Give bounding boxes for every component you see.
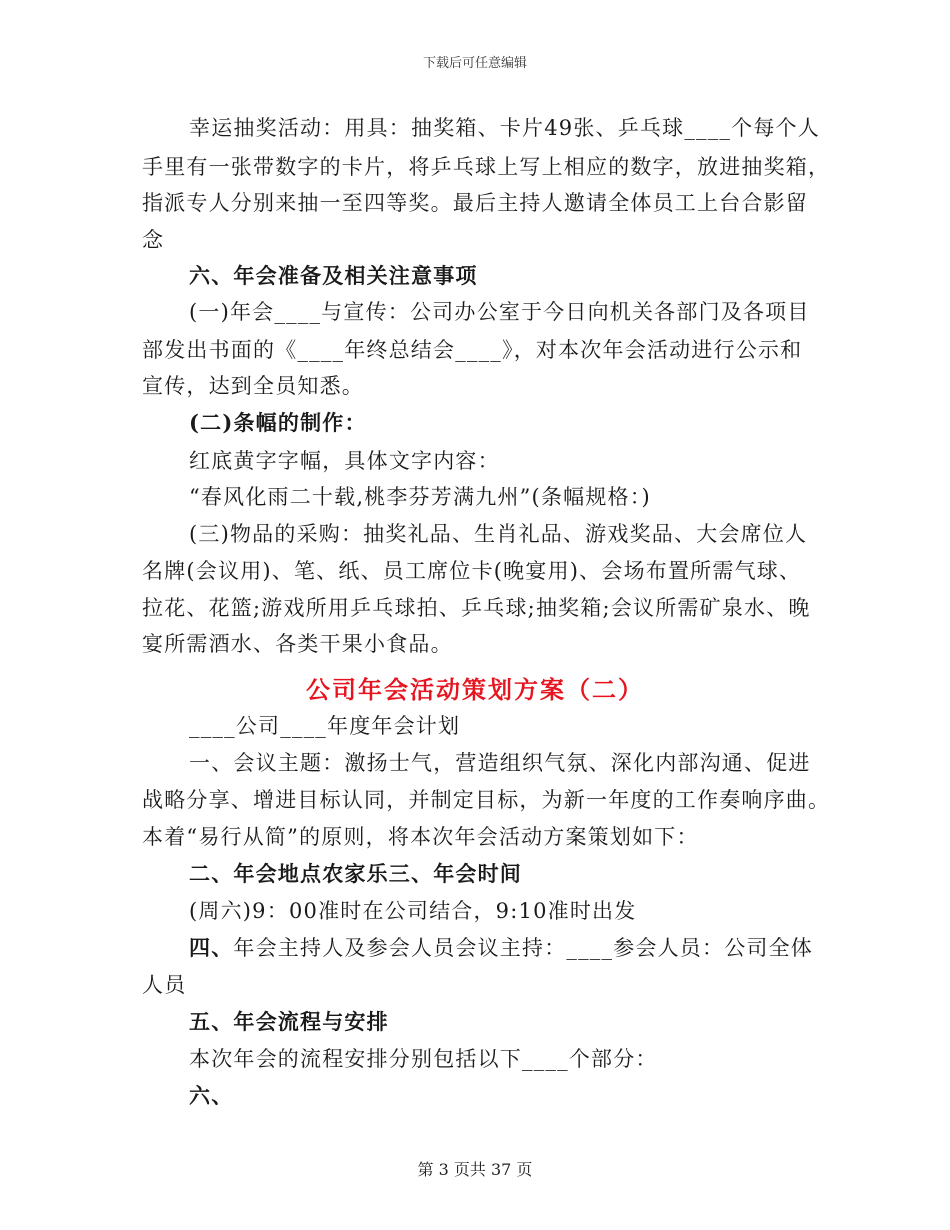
paragraph-line: (周六)9：00准时在公司结合，9:10准时出发 xyxy=(189,899,637,923)
paragraph-line: 战略分享、增进目标认同，并制定目标，为新一年度的工作奏响序曲。 xyxy=(142,788,831,812)
paragraph-line: 名牌(会议用)、笔、纸、员工席位卡(晚宴用)、会场布置所需气球、 xyxy=(142,559,802,583)
paragraph-line: 指派专人分别来抽一至四等奖。最后主持人邀请全体员工上台合影留 xyxy=(142,191,808,215)
paragraph-line: 人员 xyxy=(142,973,187,997)
paragraph-line: 红底黄字字幅，具体文字内容： xyxy=(189,449,500,473)
paragraph-line: 本着“易行从简”的原则，将本次年会活动方案策划如下： xyxy=(142,825,699,849)
paragraph-line: 念 xyxy=(142,228,165,252)
paragraph-line: 本次年会的流程安排分别包括以下____个部分： xyxy=(189,1047,658,1071)
section-heading: 五、年会流程与安排 xyxy=(189,1009,389,1034)
paragraph-line: 宴所需酒水、各类干果小食品。 xyxy=(142,632,453,656)
paragraph-line: 幸运抽奖活动：用具：抽奖箱、卡片49张、乒乓球____个每个人 xyxy=(189,116,820,140)
paragraph-line: (三)物品的采购：抽奖礼品、生肖礼品、游戏奖品、大会席位人 xyxy=(189,522,808,546)
subsection-heading: (二)条幅的制作： xyxy=(189,410,367,435)
paragraph-line: 拉花、花篮;游戏所用乒乓球拍、乒乓球;抽奖箱;会议所需矿泉水、晚 xyxy=(142,596,811,620)
paragraph-line: “春风化雨二十载,桃李芬芳满九州”(条幅规格：) xyxy=(189,485,651,509)
section-heading: 六、 xyxy=(189,1083,234,1108)
paragraph-line: 宣传，达到全员知悉。 xyxy=(142,374,364,398)
section-heading: 六、年会准备及相关注意事项 xyxy=(189,263,478,288)
section-heading: 二、年会地点农家乐三、年会时间 xyxy=(189,861,522,886)
section-title: 公司年会活动策划方案（二） xyxy=(306,675,644,704)
paragraph-line: ____公司____年度年会计划 xyxy=(189,714,461,738)
paragraph-line: (一)年会____与宣传：公司办公室于今日向机关各部门及各项目 xyxy=(189,300,810,324)
paragraph-line: 手里有一张带数字的卡片，将乒乓球上写上相应的数字，放进抽奖箱， xyxy=(142,155,831,179)
paragraph-line: 一、会议主题：激扬士气，营造组织气氛、深化内部沟通、促进 xyxy=(189,751,811,775)
paragraph-line: 部发出书面的《____年终总结会____》，对本次年会活动进行公示和 xyxy=(142,338,803,362)
page-footer: 第 3 页共 37 页 xyxy=(417,1160,533,1179)
section-number: 四、 xyxy=(189,935,234,960)
page-header: 下载后可任意编辑 xyxy=(422,56,527,71)
paragraph-text: 年会主持人及参会人员会议主持：____参会人员：公司全体 xyxy=(233,936,814,960)
paragraph-line xyxy=(189,934,813,962)
